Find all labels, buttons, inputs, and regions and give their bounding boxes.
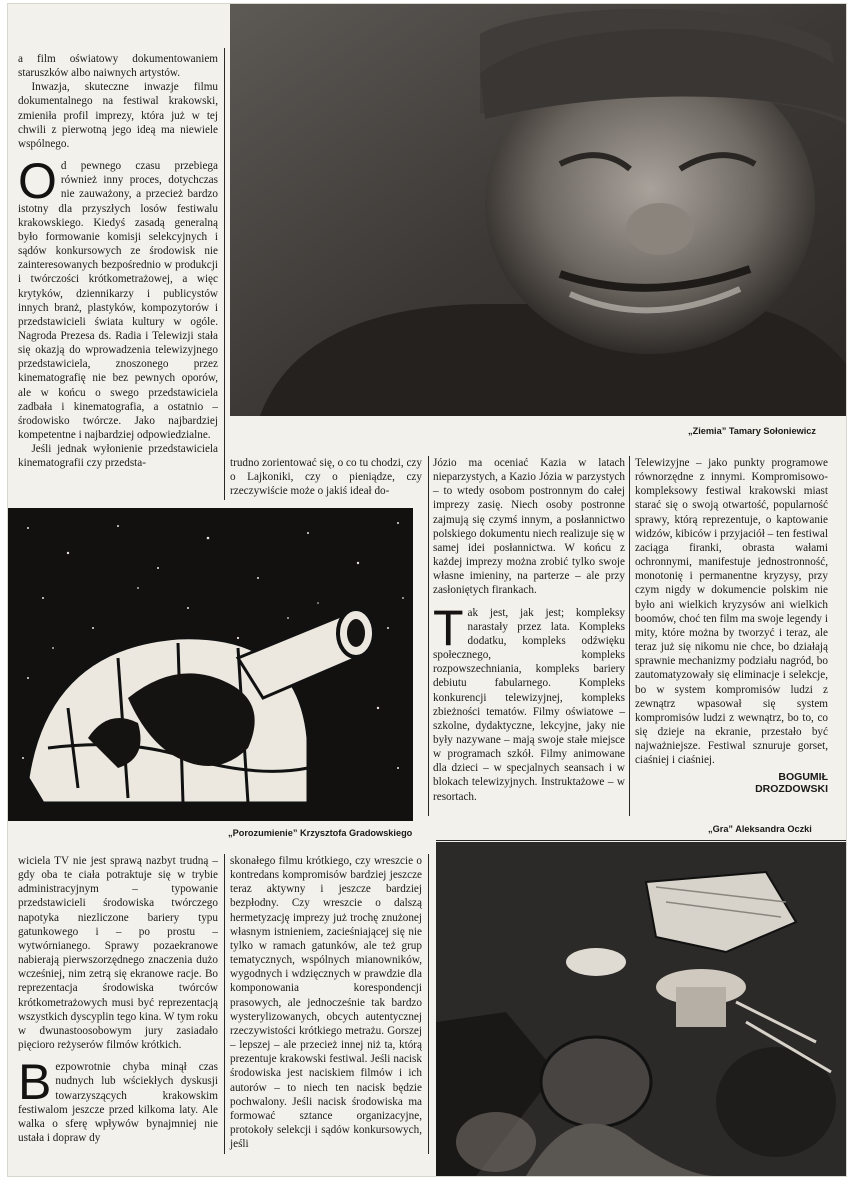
paragraph: a film oświatowy dokumentowaniem staruszków albo naiwnych artystów.	[18, 53, 218, 80]
column-1-top	[18, 52, 218, 471]
drop-cap: T	[433, 599, 464, 656]
drop-cap: O	[18, 153, 57, 210]
paragraph: wiciela TV nie jest sprawą nazbyt trudną – gdy oba te ciała potraktuje się w trybie administracyjnym – typowanie przedstawicieli środowiska twórczego napotyka niezliczone bariery typu gatunkowego i – po prostu – wytwórnianego. Sprawy pozaekranowe nabierają pierwszorzędnego znaczenia dużo wcześniej, nim zetrą się ekranowe racje. Bo reprezentacja środowiska twórców krótkometrażowych musi być reprezentacją wszystkich dyscyplin tego kina. W tym roku w dwunastoosobowym jury zasiadało pięcioro reżyserów filmów krótkich.	[18, 855, 218, 1052]
column-rule	[224, 48, 225, 500]
paragraph: skonałego filmu krótkiego, czy wreszcie o kontredans kompromisów bardziej jeszcze teraz aktywny i jeszcze bardziej bezpłodny. Czy wreszcie o dalszą hermetyzację imprezy już trochę znużonej własnym istnieniem, zacieśniającej się nie tylko w ramach gatunków, ale też grup tematycznych, wspólnych mianowników, wygodnych i wdzięcznych w prawdzie dla komponowania korespondencji prasowych, ale jednocześnie tak bardzo wysterylizowanych, obcych autentycznej rzeczywistości krótkiego metrażu. Gorszej – lepszej – ale przecież innej niż ta, którą prezentuje krakowski festiwal. Jeśli nacisk środowiska jest naciskiem filmów i ich autorów – to niech ten nacisk będzie pochwalony. Jeśli nacisk środowiska ma formować sztance organizacyjne, protokoły selekcji i sądów konkursowych, jeśli	[230, 855, 422, 1151]
photo-porozumienie	[8, 508, 413, 821]
photo-gra	[436, 842, 846, 1176]
photo-ziemia	[230, 4, 846, 416]
paragraph: Telewizyjne – jako punkty programowe równorzędne z innymi. Kompromisowo-kompleksowy festiwal krakowski miast starać się o swoją otwartość, popularność sprawy, którą reprezentuje, o kaptowanie widzów, kibiców i przyjaciół – ten festiwal zaciąga firanki, obrasta wałami ochronnymi, manifestuje jednostronność, monotonię i permanentne kryzysy, przy czym nigdy w dokumencie polskim nie było ani wielkich kryzysów ani wielkich boomów, choć ten film ma swoje legendy i mity, które można by tworzyć i teraz, ale teraz już się nikomu nie chce, bo działają sprawnie mechanizmy podziału nagród, bo zautomatyzowały się eliminacje i selekcje, bo w system kompromisów ludzi z zewnątrz wpasował się system kompromisów ludzi z wewnątrz, bo to, co się dzieje na ekranie, przestało być najważniejsze. Festiwal sznuruje gorset, ciaśniej i ciaśniej.	[635, 457, 828, 767]
still-image	[436, 842, 846, 1176]
paragraph: trudno zorientować się, o co tu chodzi, czy o Lajkoniki, czy o pieniądze, czy rzeczywiście może o jakiś ideał do-	[230, 457, 422, 498]
column-2-top	[230, 456, 422, 498]
caption-gra: „Gra” Aleksandra Oczki	[708, 824, 812, 834]
drop-cap: B	[18, 1054, 52, 1111]
column-2-bottom	[230, 854, 422, 1151]
paragraph: Inwazja, skuteczne inwazje filmu dokumentalnego na festiwal krakowski, zmieniła profil imprezy, która już w tej chwili z pierwotną jego ideą ma niewiele wspólnego.	[18, 81, 218, 150]
caption-ziemia: „Ziemia” Tamary Sołoniewicz	[688, 426, 816, 436]
paragraph: Tak jest, jak jest; kompleksy narastały przez lata. Kompleks dodatku, kompleks odźwięku społecznego, kompleks rozpowszechniania, kompleks bariery debiutu fabularnego. Kompleks konkurencji telewizyjnej, kompleks zbieżności tematów. Filmy oświatowe – szkolne, dydaktyczne, lekcyjne, jaky nie były nazywane – mają swoje stałe miejsce w programach szkół. Filmy animowane dla dzieci – w specjalnych seansach i w blokach telewizyjnych. Instruktażowe – w resortach.	[433, 599, 625, 803]
paragraph: Józio ma oceniać Kazia w latach nieparzystych, a Kazio Józia w parzystych – to wtedy osobom postronnym do całej imprezy zasię. Niech osoby postronne zajmują się czymś innym, a posłannictwo polskiego dokumentu niech realizuje się w samej idei posłannictwa. W końcu z każdej imprezy można zrobić tylko swoje własne imieniny, na parterze – ale przy zasłoniętych firankach.	[433, 457, 625, 597]
magazine-page	[8, 4, 846, 1176]
author-signature: BOGUMIŁ DROZDOWSKI	[755, 771, 828, 796]
column-rule	[428, 854, 429, 1154]
paragraph: Bezpowrotnie chyba minął czas nudnych lub wściekłych dyskusji towarzyszących krakowskim festiwalom jeszcze przed kilkoma laty. Ale walka o sferę wpływów bynajmniej nie ustała i dopraw dy	[18, 1054, 218, 1144]
column-rule	[629, 456, 630, 816]
caption-porozumienie: „Porozumienie” Krzysztofa Gradowskiego	[228, 828, 413, 838]
column-rule	[224, 854, 225, 1154]
illustration-image	[8, 508, 413, 821]
portrait-image	[230, 4, 846, 416]
column-4-top	[635, 456, 828, 795]
paragraph: Od pewnego czasu przebiega również inny proces, dotychczas nie zauważony, a przecież bardzo istotny dla przyszłych losów festiwalu krakowskiego. Kiedyś zasadą generalną było formowanie komisji selekcyjnych i sądów konkursowych ze środowisk nie zainteresowanych bezpośrednio w produkcji i twórczości krótkometrażowej, a więc krytyków, dziennikarzy i publicystów innych branż, plastyków, kompozytorów i przedstawicieli świata kultury w ogóle. Nagroda Prezesa ds. Radia i Telewizji stała się okazją do wprowadzenia telewizyjnego przedstawiciela, znoszonego przez kinematografię nie bez pewnych oporów, ale w końcu o swego przedstawiciela zadbała i kinematografia, a ostatnio – środowisko twórcze. Jako najbardziej kompetentne i najbardziej odpowiedzialne.	[18, 153, 218, 442]
paragraph: Jeśli jednak wyłonienie przedstawiciela kinematografii czy przedsta-	[18, 443, 218, 470]
column-1-bottom	[18, 854, 218, 1145]
column-3-top	[433, 456, 625, 804]
photo-underline	[436, 840, 846, 841]
column-rule	[428, 456, 429, 816]
